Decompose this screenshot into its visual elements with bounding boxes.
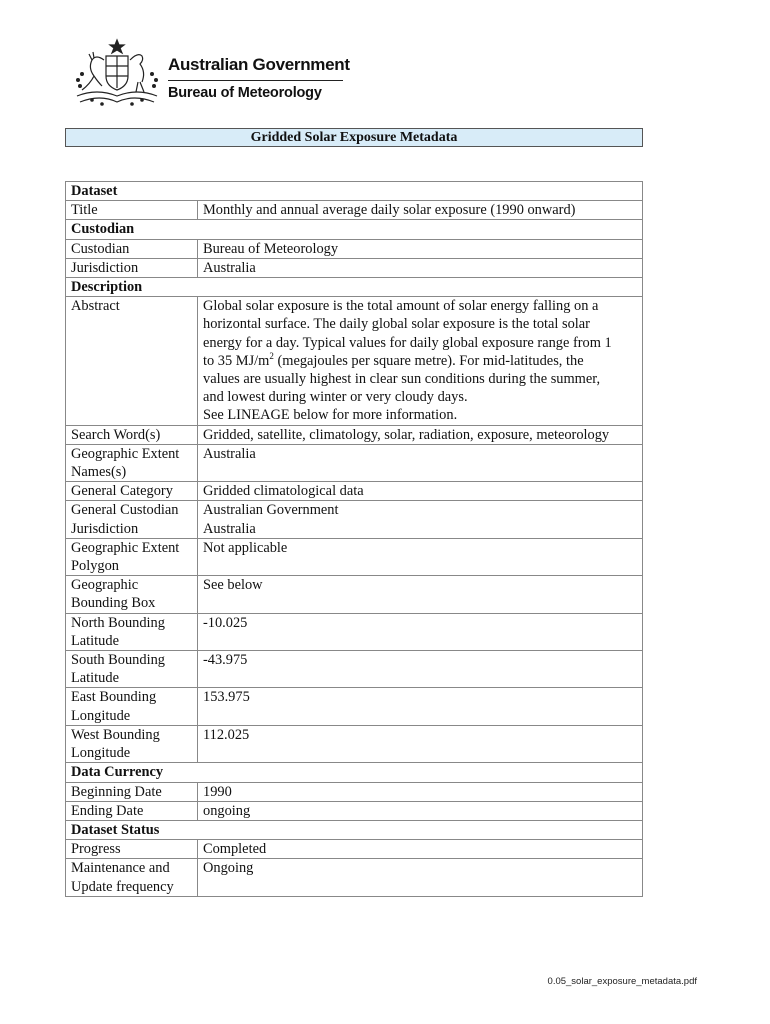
table-row	[66, 501, 643, 538]
abstract-line: and lowest during winter or very cloudy days.	[203, 389, 468, 406]
field-label: Maintenance and Update frequency	[66, 859, 198, 896]
bureau-name: Bureau of Meteorology	[168, 85, 322, 101]
table-row	[66, 425, 643, 444]
table-row	[66, 444, 643, 481]
section-row-custodian	[66, 220, 643, 239]
field-value	[198, 501, 643, 538]
field-value: 153.975	[198, 688, 643, 725]
field-label: Custodian	[66, 239, 198, 258]
abstract-line: Global solar exposure is the total amount of solar energy falling on a	[203, 298, 599, 315]
table-row	[66, 297, 643, 425]
field-label: South Bounding Latitude	[66, 651, 198, 688]
field-label: Geographic Bounding Box	[66, 576, 198, 613]
field-label: General Category	[66, 482, 198, 501]
metadata-table	[65, 181, 643, 897]
field-label: Beginning Date	[66, 782, 198, 801]
table-row	[66, 651, 643, 688]
section-heading: Description	[66, 278, 643, 297]
field-label: Geographic Extent Polygon	[66, 538, 198, 575]
abstract-line: horizontal surface. The daily global solar exposure is the total solar	[203, 316, 590, 333]
field-label: Progress	[66, 840, 198, 859]
field-value: 112.025	[198, 725, 643, 762]
table-row	[66, 688, 643, 725]
section-row-currency	[66, 763, 643, 782]
section-heading: Data Currency	[66, 763, 643, 782]
table-row	[66, 782, 643, 801]
abstract-line	[203, 352, 637, 370]
table-row	[66, 482, 643, 501]
field-value: Gridded, satellite, climatology, solar, radiation, exposure, meteorology	[198, 425, 643, 444]
field-value: -10.025	[198, 613, 643, 650]
field-value: Not applicable	[198, 538, 643, 575]
table-row	[66, 613, 643, 650]
field-value: Australia	[198, 444, 643, 481]
table-row	[66, 538, 643, 575]
field-value-line: Australian Government	[203, 502, 339, 519]
document-title: Gridded Solar Exposure Metadata	[65, 128, 643, 147]
field-label: Geographic Extent Names(s)	[66, 444, 198, 481]
field-value: Gridded climatological data	[198, 482, 643, 501]
field-value: See below	[198, 576, 643, 613]
section-row-status	[66, 820, 643, 839]
field-value: Bureau of Meteorology	[198, 239, 643, 258]
field-label: North Bounding Latitude	[66, 613, 198, 650]
table-row	[66, 239, 643, 258]
field-label: General Custodian Jurisdiction	[66, 501, 198, 538]
field-label: Ending Date	[66, 801, 198, 820]
abstract-unit: to 35 MJ/m	[203, 352, 270, 369]
field-value: 1990	[198, 782, 643, 801]
abstract-line: energy for a day. Typical values for daily global exposure range from 1	[203, 334, 612, 351]
field-value: Australia	[198, 258, 643, 277]
field-value: Monthly and annual average daily solar exposure (1990 onward)	[198, 201, 643, 220]
table-row	[66, 201, 643, 220]
field-label: Abstract	[66, 297, 198, 425]
footer-filename: 0.05_solar_exposure_metadata.pdf	[547, 976, 697, 987]
table-row	[66, 859, 643, 896]
abstract-line: See LINEAGE below for more information.	[203, 407, 458, 424]
section-heading: Custodian	[66, 220, 643, 239]
field-label: East Bounding Longitude	[66, 688, 198, 725]
section-row-dataset	[66, 182, 643, 201]
table-row	[66, 725, 643, 762]
abstract-text: (megajoules per square metre). For mid-latitudes, the	[273, 352, 584, 369]
table-row	[66, 576, 643, 613]
table-row	[66, 258, 643, 277]
field-label: Title	[66, 201, 198, 220]
table-row	[66, 801, 643, 820]
field-value: -43.975	[198, 651, 643, 688]
field-label: Jurisdiction	[66, 258, 198, 277]
header-divider	[168, 80, 343, 81]
section-heading: Dataset Status	[66, 820, 643, 839]
field-value: Completed	[198, 840, 643, 859]
abstract-value	[198, 297, 643, 425]
field-value: Ongoing	[198, 859, 643, 896]
abstract-line: values are usually highest in clear sun conditions during the summer,	[203, 371, 601, 388]
abstract-superscript: 2	[269, 351, 274, 362]
field-label: Search Word(s)	[66, 425, 198, 444]
coat-of-arms-icon	[72, 38, 162, 108]
government-name: Australian Government	[168, 55, 350, 74]
field-value: ongoing	[198, 801, 643, 820]
field-value-line: Australia	[203, 520, 256, 537]
section-row-description	[66, 278, 643, 297]
section-heading: Dataset	[66, 182, 643, 201]
field-label: West Bounding Longitude	[66, 725, 198, 762]
table-row	[66, 840, 643, 859]
